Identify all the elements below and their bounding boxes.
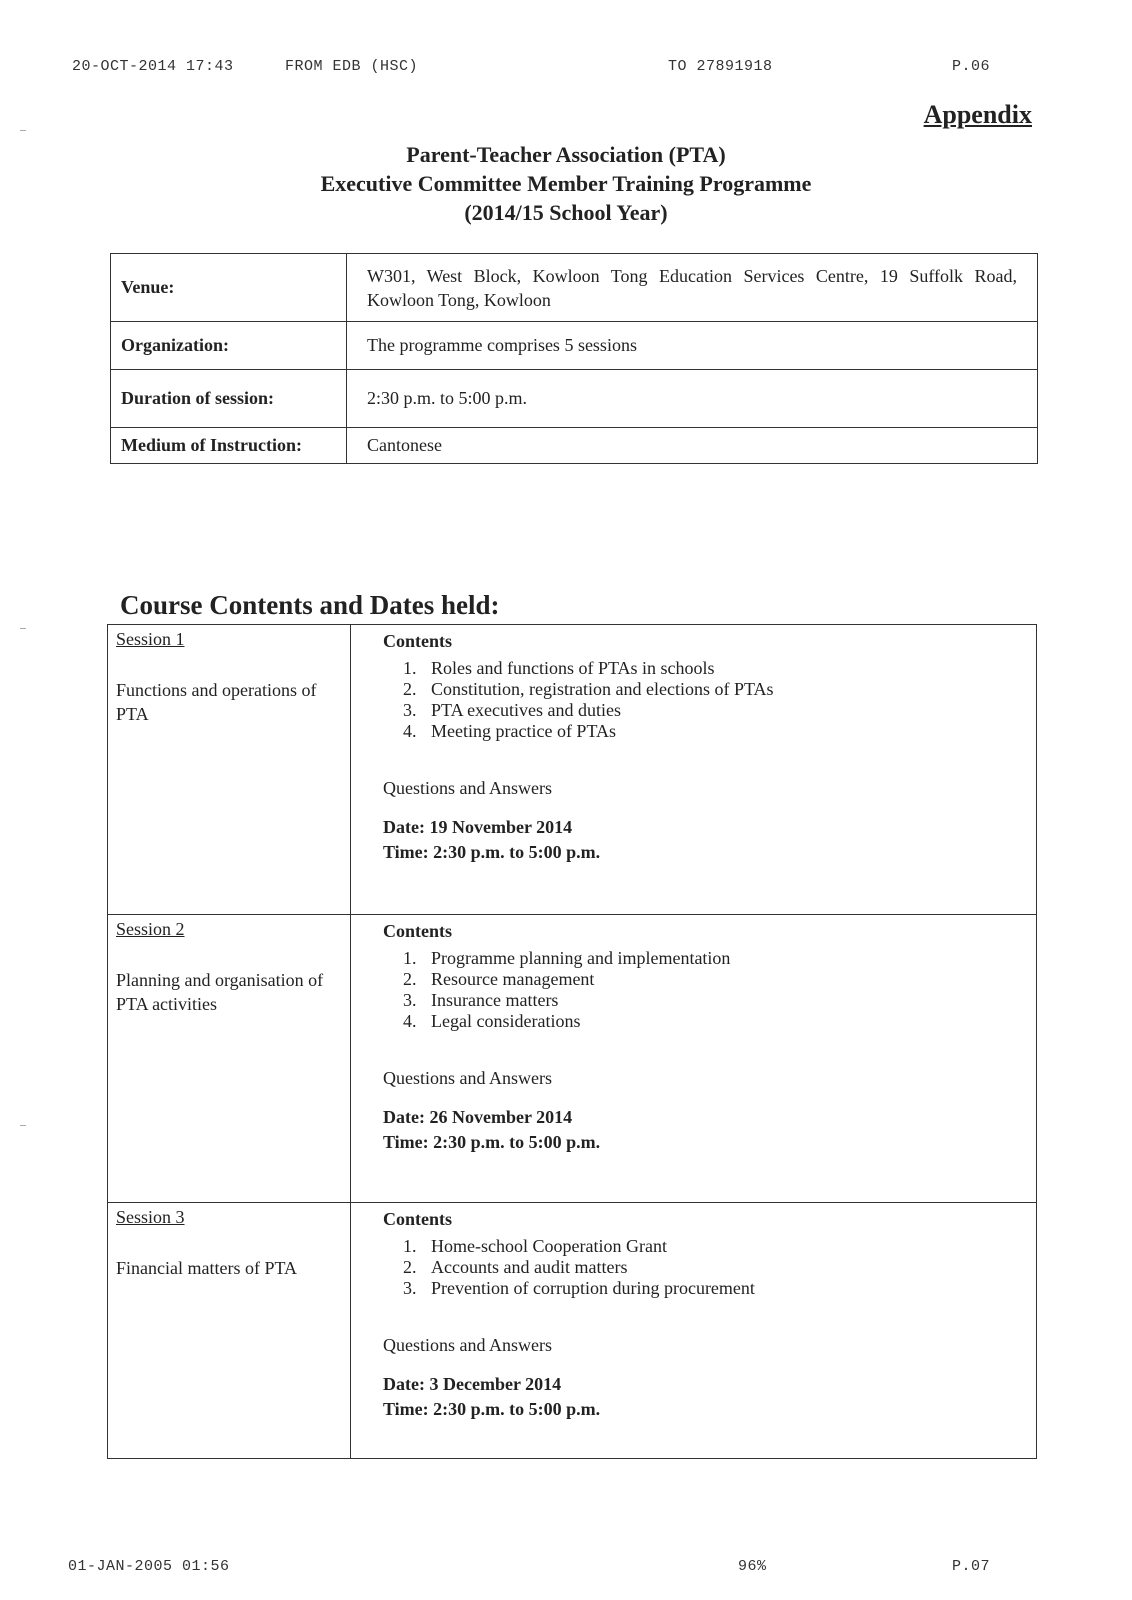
info-row-venue — [111, 254, 1038, 322]
fax-header-datetime: 20-OCT-2014 17:43 — [72, 58, 234, 75]
info-value: W301, West Block, Kowloon Tong Education Services Centre, 19 Suffolk Road, Kowloon Tong, Kowloon — [347, 254, 1038, 322]
contents-title: Contents — [383, 921, 453, 941]
info-label: Medium of Instruction: — [111, 428, 347, 464]
contents-title: Contents — [383, 631, 453, 651]
margin-mark — [20, 1125, 26, 1126]
session-cell — [108, 1203, 351, 1459]
list-item: 2. Resource management — [421, 969, 1004, 990]
contents-list — [383, 658, 1004, 742]
session-label: Session 3 — [116, 1207, 185, 1227]
appendix-label: Appendix — [923, 100, 1032, 129]
fax-header-to: TO 27891918 — [668, 58, 773, 75]
contents-list — [383, 1236, 1004, 1299]
title-line: (2014/15 School Year) — [464, 200, 668, 225]
session-name: Financial matters of PTA — [116, 1258, 298, 1278]
session-name: Planning and organisation of PTA activities — [116, 970, 324, 1014]
session-cell — [108, 625, 351, 915]
list-item: 3. PTA executives and duties — [421, 700, 1004, 721]
list-item: 1. Home-school Cooperation Grant — [421, 1236, 1004, 1257]
contents-title: Contents — [383, 1209, 453, 1229]
margin-mark — [20, 130, 26, 131]
info-value: The programme comprises 5 sessions — [347, 322, 1038, 370]
info-row-medium — [111, 428, 1038, 464]
info-value: Cantonese — [347, 428, 1038, 464]
session-time: Time: 2:30 p.m. to 5:00 p.m. — [383, 842, 601, 862]
fax-footer-page: P.07 — [952, 1558, 991, 1575]
list-item: 1. Roles and functions of PTAs in schools — [421, 658, 1004, 679]
list-item: 3. Prevention of corruption during procurement — [421, 1278, 1004, 1299]
session-time: Time: 2:30 p.m. to 5:00 p.m. — [383, 1399, 601, 1419]
programme-info-table — [110, 253, 1038, 464]
session-date: Date: 19 November 2014 — [383, 817, 573, 837]
session-contents — [351, 1203, 1037, 1459]
session-row-2 — [108, 915, 1037, 1203]
fax-header-from: FROM EDB (HSC) — [285, 58, 419, 75]
list-item: 1. Programme planning and implementation — [421, 948, 1004, 969]
list-item: 3. Insurance matters — [421, 990, 1004, 1011]
session-contents — [351, 915, 1037, 1203]
list-item: 4. Meeting practice of PTAs — [421, 721, 1004, 742]
list-item: 4. Legal considerations — [421, 1011, 1004, 1032]
margin-mark — [20, 628, 26, 629]
session-datetime — [383, 1105, 1004, 1155]
info-row-organization — [111, 322, 1038, 370]
fax-header-page: P.06 — [952, 58, 991, 75]
fax-footer-percent: 96% — [738, 1558, 767, 1575]
list-item: 2. Constitution, registration and elections of PTAs — [421, 679, 1004, 700]
session-date: Date: 26 November 2014 — [383, 1107, 573, 1127]
contents-list — [383, 948, 1004, 1032]
session-cell — [108, 915, 351, 1203]
info-label: Venue: — [111, 254, 347, 322]
info-row-duration — [111, 370, 1038, 428]
session-row-3 — [108, 1203, 1037, 1459]
session-date: Date: 3 December 2014 — [383, 1374, 562, 1394]
session-label: Session 2 — [116, 919, 185, 939]
document-title — [0, 140, 1132, 227]
session-time: Time: 2:30 p.m. to 5:00 p.m. — [383, 1132, 601, 1152]
title-line: Executive Committee Member Training Programme — [320, 171, 812, 196]
session-datetime — [383, 815, 1004, 865]
course-heading: Course Contents and Dates held: — [120, 590, 500, 620]
info-label: Organization: — [111, 322, 347, 370]
course-contents-table — [107, 624, 1037, 1459]
fax-footer-datetime: 01-JAN-2005 01:56 — [68, 1558, 230, 1575]
session-name: Functions and operations of PTA — [116, 680, 317, 724]
session-contents — [351, 625, 1037, 915]
info-value: 2:30 p.m. to 5:00 p.m. — [347, 370, 1038, 428]
session-label: Session 1 — [116, 629, 185, 649]
session-row-1 — [108, 625, 1037, 915]
questions-and-answers: Questions and Answers — [383, 778, 552, 798]
info-label: Duration of session: — [111, 370, 347, 428]
questions-and-answers: Questions and Answers — [383, 1068, 552, 1088]
session-datetime — [383, 1372, 1004, 1422]
list-item: 2. Accounts and audit matters — [421, 1257, 1004, 1278]
title-line: Parent-Teacher Association (PTA) — [406, 142, 726, 167]
questions-and-answers: Questions and Answers — [383, 1335, 552, 1355]
